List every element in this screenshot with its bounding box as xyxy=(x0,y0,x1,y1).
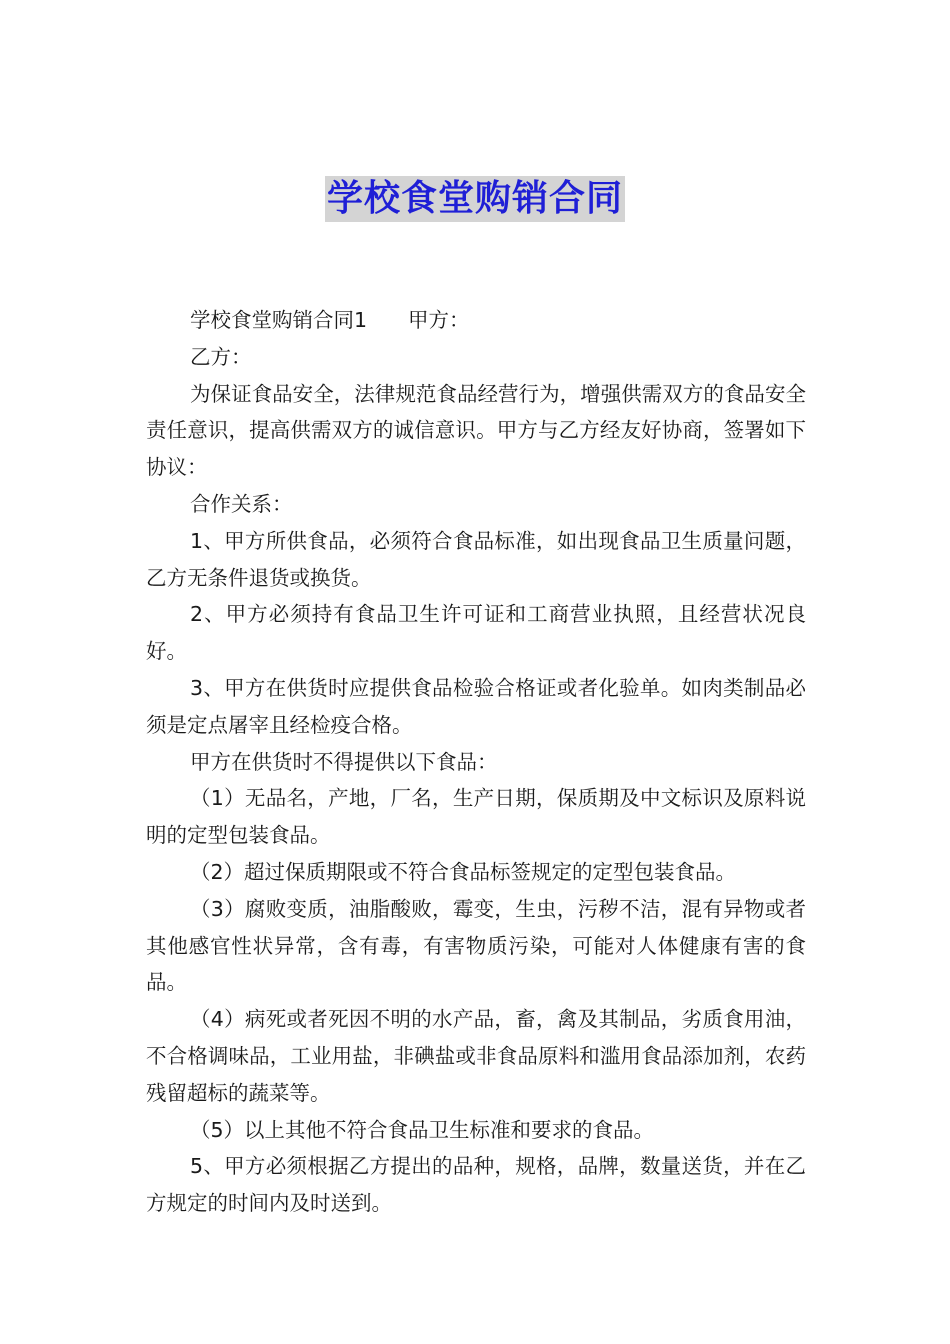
document-body xyxy=(146,302,806,1222)
clause-2: 2、甲方必须持有食品卫生许可证和工商营业执照，且经营状况良好。 xyxy=(146,602,806,664)
prohibited-item-3: （3）腐败变质，油脂酸败，霉变，生虫，污秽不洁，混有异物或者其他感官性状异常，含有毒，有害物质污染，可能对人体健康有害的食品。 xyxy=(146,896,806,995)
prohibited-list-heading: 甲方在供货时不得提供以下食品： xyxy=(190,749,498,774)
clause-3: 3、甲方在供货时应提供食品检验合格证或者化验单。如肉类制品必须是定点屠宰且经检疫合格。 xyxy=(146,675,806,737)
prohibited-item-2: （2）超过保质期限或不符合食品标签规定的定型包装食品。 xyxy=(190,859,737,884)
party-b-line: 乙方： xyxy=(190,344,252,369)
document-title: 学校食堂购销合同 xyxy=(325,176,625,222)
title-container xyxy=(0,176,950,222)
preamble-paragraph: 为保证食品安全，法律规范食品经营行为，增强供需双方的食品安全责任意识，提高供需双方的诚信意识。甲方与乙方经友好协商，签署如下协议： xyxy=(146,381,806,480)
clause-1: 1、甲方所供食品，必须符合食品标准，如出现食品卫生质量问题，乙方无条件退货或换货。 xyxy=(146,528,806,590)
prohibited-item-1: （1）无品名，产地，厂名，生产日期，保质期及中文标识及原料说明的定型包装食品。 xyxy=(146,786,806,848)
prohibited-item-5: （5）以上其他不符合食品卫生标准和要求的食品。 xyxy=(190,1117,655,1142)
prohibited-item-4: （4）病死或者死因不明的水产品，畜，禽及其制品，劣质食用油，不合格调味品，工业用盐，非碘盐或非食品原料和滥用食品添加剂，农药残留超标的蔬菜等。 xyxy=(146,1007,806,1105)
contract-heading-line: 学校食堂购销合同1 甲方： xyxy=(190,308,470,332)
clause-5: 5、甲方必须根据乙方提出的品种，规格，品牌，数量送货，并在乙方规定的时间内及时送到。 xyxy=(146,1154,806,1216)
section-heading: 合作关系： xyxy=(190,491,293,516)
